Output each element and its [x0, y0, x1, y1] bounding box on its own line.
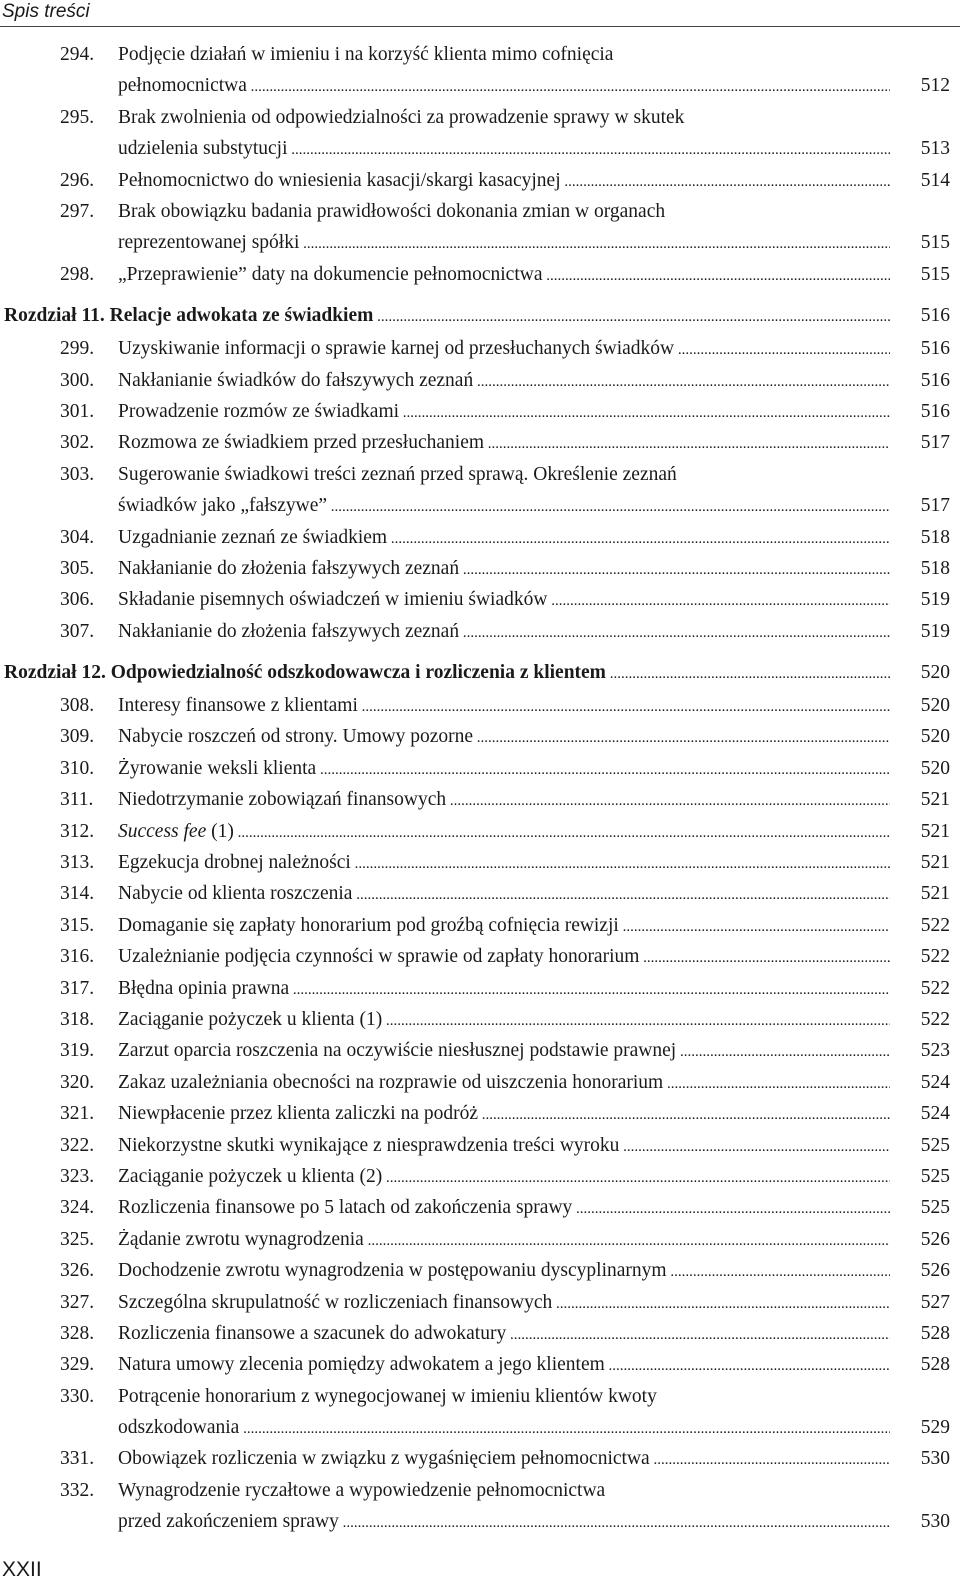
- toc-entry: [0, 848, 960, 879]
- toc-entry: [0, 722, 960, 753]
- toc-entry: [0, 754, 960, 785]
- entry-number: 327.: [60, 1291, 95, 1313]
- entry-number: 302.: [60, 432, 95, 454]
- entry-title-line: Wynagrodzenie ryczałtowe a wypowiedzenie pełnomocnictwa: [118, 1479, 606, 1501]
- entry-title-line: Prowadzenie rozmów ze świadkami .....: [118, 401, 890, 423]
- entry-title-line: Egzekucja drobnej należności .....: [118, 852, 890, 874]
- chapter-title: Rozdział 11. Relacje adwokata ze świadkiem .....: [4, 305, 890, 327]
- toc-entry: [0, 1444, 960, 1475]
- entry-title-line: Nakłanianie świadków do fałszywych zeznań .....: [118, 370, 890, 392]
- entry-number: 332.: [60, 1479, 95, 1501]
- entry-number: 322.: [60, 1134, 95, 1156]
- toc-entry: [0, 974, 960, 1005]
- toc-entry: [0, 1193, 960, 1224]
- entry-title-line: Zaciąganie pożyczek u klienta (1) .....: [118, 1009, 890, 1031]
- entry-title-line: Żyrowanie weksli klienta .....: [118, 758, 890, 780]
- entry-number: 320.: [60, 1071, 95, 1093]
- toc-entry: [0, 617, 960, 648]
- entry-title-line: Sugerowanie świadkowi treści zeznań przed sprawą. Określenie zeznań: [118, 463, 677, 485]
- entry-page-number: 517: [920, 432, 950, 454]
- page-number-footer: XXII: [2, 1558, 42, 1581]
- entry-number: 318.: [60, 1009, 95, 1030]
- chapter-page-number: 516: [920, 305, 950, 327]
- toc-entry: [0, 1288, 960, 1319]
- running-header: [0, 0, 960, 27]
- toc-entry: [0, 1162, 960, 1193]
- toc-entry: [0, 334, 960, 365]
- entry-title-line: Dochodzenie zwrotu wynagrodzenia w postępowaniu dyscyplinarnym .....: [118, 1260, 890, 1282]
- entry-page-number: 526: [920, 1260, 950, 1282]
- toc-entry: [0, 1099, 960, 1130]
- toc-entry: [0, 817, 960, 848]
- entry-title-line: Nabycie od klienta roszczenia .....: [118, 883, 890, 905]
- chapter-page-number: 520: [920, 662, 950, 684]
- toc-entry: [0, 1068, 960, 1099]
- entry-page-number: 524: [920, 1103, 950, 1125]
- entry-number: 305.: [60, 557, 95, 579]
- toc-entry: [0, 260, 960, 291]
- entry-number: 294.: [60, 44, 95, 65]
- entry-title-line: Uzgadnianie zeznań ze świadkiem .....: [118, 527, 890, 549]
- entry-page-number: 521: [920, 852, 950, 874]
- entry-title-line: Niedotrzymanie zobowiązań finansowych .....: [118, 789, 890, 811]
- entry-title-line: Uzależnianie podjęcia czynności w sprawie od zapłaty honorarium .....: [118, 946, 890, 968]
- entry-title-line: Niewpłacenie przez klienta zaliczki na podróż .....: [118, 1103, 890, 1125]
- toc-entry: [0, 785, 960, 816]
- toc-entry: [0, 523, 960, 554]
- toc-entry: [0, 366, 960, 397]
- toc-entry: [0, 1225, 960, 1256]
- entry-number: 315.: [60, 914, 95, 936]
- entry-number: 299.: [60, 338, 95, 360]
- entry-number: 307.: [60, 620, 95, 642]
- entry-page-number: 530: [920, 1510, 950, 1532]
- entry-title-line: Nabycie roszczeń od strony. Umowy pozorne .....: [118, 726, 890, 748]
- toc-entry: [0, 1382, 960, 1445]
- entry-page-number: 521: [920, 883, 950, 905]
- toc-entry: [0, 585, 960, 616]
- entry-number: 310.: [60, 757, 95, 779]
- entry-page-number: 514: [920, 169, 950, 191]
- toc-entry: [0, 1256, 960, 1287]
- entry-number: 325.: [60, 1228, 95, 1250]
- entry-page-number: 516: [920, 338, 950, 360]
- entry-page-number: 521: [920, 820, 950, 842]
- entry-title-line: Obowiązek rozliczenia w związku z wygaśnięciem pełnomocnictwa .....: [118, 1448, 890, 1470]
- entry-number: 313.: [60, 852, 95, 874]
- italic-term: Success fee: [118, 820, 207, 842]
- toc-entry: [0, 428, 960, 459]
- entry-title-line: Podjęcie działań w imieniu i na korzyść klienta mimo cofnięcia: [118, 44, 614, 65]
- entry-number: 304.: [60, 526, 95, 548]
- entry-number: 311.: [60, 789, 94, 811]
- entry-title-line: Rozmowa ze świadkiem przed przesłuchaniem .....: [118, 432, 890, 454]
- toc-entry: [0, 1319, 960, 1350]
- entry-title-line: Składanie pisemnych oświadczeń w imieniu świadków .....: [118, 589, 890, 611]
- entry-title-line: Potrącenie honorarium z wynegocjowanej w imieniu klientów kwoty: [118, 1385, 657, 1407]
- entry-number: 314.: [60, 883, 95, 905]
- toc-entry: [0, 1036, 960, 1067]
- entry-page-number: 513: [920, 137, 950, 159]
- entry-page-number: 528: [920, 1322, 950, 1344]
- toc-entry: [0, 40, 960, 103]
- entry-title-line: Niekorzystne skutki wynikające z niesprawdzenia treści wyroku .....: [118, 1135, 890, 1157]
- entry-page-number: 522: [920, 1009, 950, 1030]
- toc-entry: [0, 691, 960, 722]
- entry-page-number: 526: [920, 1228, 950, 1250]
- toc-entry: [0, 397, 960, 428]
- entry-page-number: 521: [920, 789, 950, 811]
- entry-number: 312.: [60, 820, 95, 842]
- entry-number: 301.: [60, 400, 95, 422]
- entry-title-line: Zarzut oparcia roszczenia na oczywiście niesłusznej podstawie prawnej .....: [118, 1040, 890, 1062]
- entry-title-line: Uzyskiwanie informacji o sprawie karnej od przesłuchanych świadków .....: [118, 338, 890, 360]
- entry-title-line: Success fee (1) .....: [118, 821, 890, 843]
- entry-page-number: 523: [920, 1040, 950, 1062]
- entry-title-line: Nakłanianie do złożenia fałszywych zeznań .....: [118, 558, 890, 580]
- entry-title-line: reprezentowanej spółki .....: [118, 232, 890, 254]
- entry-title-line: Zaciąganie pożyczek u klienta (2) .....: [118, 1166, 890, 1188]
- entry-title-line: Natura umowy zlecenia pomiędzy adwokatem a jego klientem .....: [118, 1354, 890, 1376]
- entry-page-number: 519: [920, 620, 950, 642]
- entry-number: 317.: [60, 977, 95, 999]
- toc-entry: [0, 942, 960, 973]
- entry-page-number: 522: [920, 914, 950, 936]
- entry-number: 298.: [60, 263, 95, 285]
- entry-page-number: 520: [920, 695, 950, 717]
- entry-page-number: 517: [920, 494, 950, 516]
- entry-number: 297.: [60, 200, 95, 222]
- entry-page-number: 516: [920, 400, 950, 422]
- chapter-title: Rozdział 12. Odpowiedzialność odszkodowawcza i rozliczenia z klientem .....: [4, 662, 890, 684]
- entry-number: 319.: [60, 1040, 95, 1062]
- entry-page-number: 525: [920, 1134, 950, 1156]
- entry-page-number: 530: [920, 1448, 950, 1470]
- entry-number: 295.: [60, 106, 95, 128]
- entry-page-number: 525: [920, 1197, 950, 1219]
- toc-entry: [0, 1005, 960, 1036]
- toc-entry: [0, 166, 960, 197]
- entry-number: 321.: [60, 1103, 95, 1125]
- header-title: Spis treści: [2, 1, 90, 22]
- entry-number: 331.: [60, 1448, 95, 1470]
- entry-title-line: udzielenia substytucji .....: [118, 138, 890, 160]
- entry-page-number: 515: [920, 263, 950, 285]
- entry-page-number: 520: [920, 757, 950, 779]
- entry-title-line: świadków jako „fałszywe” .....: [118, 495, 890, 517]
- toc-entry: [0, 103, 960, 166]
- toc-entry: [0, 1476, 960, 1539]
- entry-title-line: Zakaz uzależniania obecności na rozprawie od uiszczenia honorarium .....: [118, 1072, 890, 1094]
- toc-chapter-heading: [0, 658, 960, 691]
- entry-page-number: 527: [920, 1291, 950, 1313]
- entry-number: 326.: [60, 1260, 95, 1282]
- entry-page-number: 512: [920, 75, 950, 96]
- entry-number: 329.: [60, 1354, 95, 1376]
- entry-page-number: 529: [920, 1416, 950, 1438]
- toc-entry: [0, 554, 960, 585]
- entry-page-number: 528: [920, 1354, 950, 1376]
- entry-number: 328.: [60, 1322, 95, 1344]
- toc-entry: [0, 911, 960, 942]
- entry-title-line: „Przeprawienie” daty na dokumencie pełnomocnictwa .....: [118, 264, 890, 286]
- entry-title-line: Żądanie zwrotu wynagrodzenia .....: [118, 1229, 890, 1251]
- toc-entry: [0, 197, 960, 260]
- entry-page-number: 522: [920, 946, 950, 968]
- entry-page-number: 518: [920, 557, 950, 579]
- entry-title-line: odszkodowania .....: [118, 1417, 890, 1439]
- entry-page-number: 515: [920, 231, 950, 253]
- entry-title-line: Nakłanianie do złożenia fałszywych zeznań .....: [118, 621, 890, 643]
- entry-number: 296.: [60, 169, 95, 191]
- entry-number: 324.: [60, 1197, 95, 1219]
- entry-page-number: 518: [920, 526, 950, 548]
- toc-entry: [0, 460, 960, 523]
- entry-number: 316.: [60, 946, 95, 968]
- entry-page-number: 522: [920, 977, 950, 999]
- entry-title-line: Brak zwolnienia od odpowiedzialności za prowadzenie sprawy w skutek: [118, 106, 685, 128]
- entry-page-number: 525: [920, 1165, 950, 1187]
- entry-title-line: Szczególna skrupulatność w rozliczeniach finansowych .....: [118, 1292, 890, 1314]
- entry-number: 309.: [60, 726, 95, 748]
- entry-page-number: 520: [920, 726, 950, 748]
- toc-chapter-heading: [0, 301, 960, 334]
- entry-number: 308.: [60, 695, 95, 717]
- entry-title-line: Brak obowiązku badania prawidłowości dokonania zmian w organach: [118, 200, 666, 222]
- toc-entry: [0, 1131, 960, 1162]
- entry-title-line: Interesy finansowe z klientami .....: [118, 695, 890, 717]
- entry-title-line: Błędna opinia prawna .....: [118, 978, 890, 1000]
- entry-number: 306.: [60, 589, 95, 611]
- toc-entry: [0, 879, 960, 910]
- entry-title-line: Domaganie się zapłaty honorarium pod groźbą cofnięcia rewizji .....: [118, 915, 890, 937]
- toc-entry: [0, 1350, 960, 1381]
- entry-page-number: 524: [920, 1071, 950, 1093]
- entry-number: 323.: [60, 1165, 95, 1187]
- entry-title-line: Rozliczenia finansowe po 5 latach od zakończenia sprawy .....: [118, 1197, 890, 1219]
- entry-number: 330.: [60, 1385, 95, 1407]
- entry-title-line: Pełnomocnictwo do wniesienia kasacji/skargi kasacyjnej .....: [118, 170, 890, 192]
- entry-number: 300.: [60, 369, 95, 391]
- entry-number: 303.: [60, 463, 95, 485]
- entry-title-line: przed zakończeniem sprawy .....: [118, 1511, 890, 1533]
- entry-title-line: pełnomocnictwa .....: [118, 75, 890, 97]
- entry-page-number: 519: [920, 589, 950, 611]
- entry-page-number: 516: [920, 369, 950, 391]
- table-of-contents: [0, 40, 960, 1539]
- entry-title-line: Rozliczenia finansowe a szacunek do adwokatury .....: [118, 1323, 890, 1345]
